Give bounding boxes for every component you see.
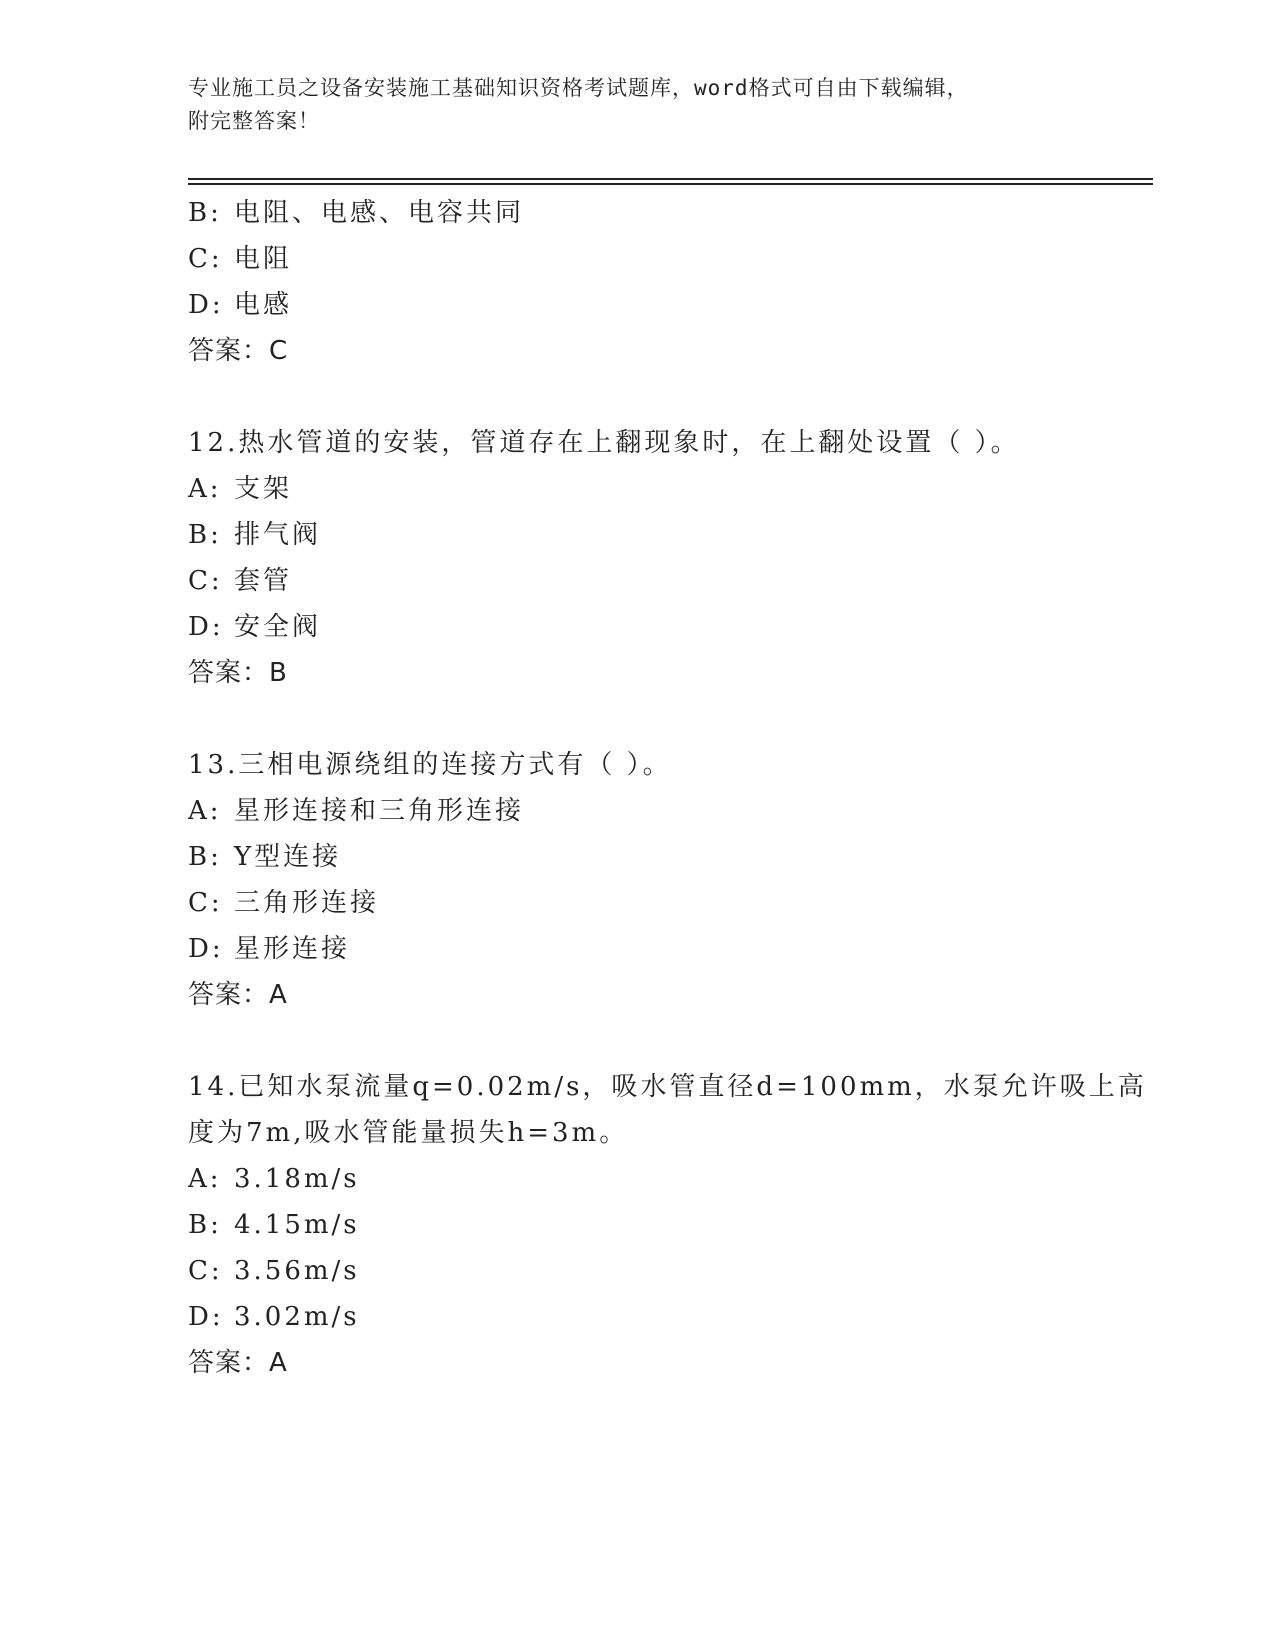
question-list <box>188 190 1147 1386</box>
answer-line: 答案：B <box>188 658 288 688</box>
question-13 <box>188 742 1088 1018</box>
option-b <box>188 834 1088 880</box>
question-stem: 12.热水管道的安装，管道存在上翻现象时，在上翻处设置（ ）。 <box>188 428 1020 458</box>
option-text: 套管 <box>234 566 293 596</box>
option-label: B: <box>188 520 222 550</box>
spacer <box>188 374 1088 420</box>
option-label: B: <box>188 1210 222 1240</box>
option-label: C: <box>188 1256 223 1286</box>
spacer <box>188 696 1088 742</box>
question-stem-line-2: 度为7m,吸水管能量损失h=3m。 <box>188 1118 629 1148</box>
option-text: 星形连接和三角形连接 <box>234 796 525 826</box>
question-12 <box>188 420 1088 696</box>
option-d <box>188 604 1088 650</box>
spacer <box>188 1018 1088 1064</box>
option-text: 支架 <box>234 474 293 504</box>
option-text: 3.02m/s <box>234 1302 360 1332</box>
option-text: 3.18m/s <box>234 1164 360 1194</box>
header-divider-top <box>188 178 1153 180</box>
header-divider-bottom <box>188 183 1153 185</box>
option-label: D: <box>188 290 224 320</box>
option-text: 电阻、电感、电容共同 <box>234 198 525 228</box>
option-d <box>188 1294 1088 1340</box>
option-a <box>188 1156 1088 1202</box>
option-text: Y型连接 <box>234 842 342 872</box>
option-label: B: <box>188 198 222 228</box>
question-stem-line-1: 14.已知水泵流量q=0.02m/s，吸水管直径d=100mm，水泵允许吸上高 <box>188 1072 1147 1102</box>
option-b <box>188 512 1088 558</box>
option-label: C: <box>188 566 223 596</box>
option-text: 星形连接 <box>234 934 351 964</box>
option-text: 三角形连接 <box>234 888 380 918</box>
option-c <box>188 558 1088 604</box>
option-label: C: <box>188 888 223 918</box>
option-text: 电阻 <box>234 244 293 274</box>
header-line-1: 专业施工员之设备安装施工基础知识资格考试题库，word格式可自由下载编辑， <box>188 76 969 100</box>
header-line-2: 附完整答案！ <box>188 109 320 133</box>
option-label: A: <box>188 474 222 504</box>
option-text: 3.56m/s <box>234 1256 360 1286</box>
option-label: D: <box>188 934 224 964</box>
option-label: A: <box>188 1164 222 1194</box>
option-b <box>188 1202 1088 1248</box>
option-label: C: <box>188 244 223 274</box>
answer-line: 答案：A <box>188 980 288 1010</box>
question-stem: 13.三相电源绕组的连接方式有（ ）。 <box>188 750 672 780</box>
question-14 <box>188 1064 1147 1386</box>
option-a <box>188 788 1088 834</box>
document-header <box>188 72 1158 138</box>
option-d <box>188 282 1088 328</box>
option-c <box>188 236 1088 282</box>
answer-line: 答案：A <box>188 1348 288 1378</box>
question-11-continuation <box>188 190 1088 374</box>
option-label: A: <box>188 796 222 826</box>
option-label: D: <box>188 612 224 642</box>
option-c <box>188 1248 1088 1294</box>
option-text: 电感 <box>234 290 293 320</box>
option-label: D: <box>188 1302 224 1332</box>
option-text: 4.15m/s <box>234 1210 360 1240</box>
answer-line: 答案：C <box>188 336 289 366</box>
option-label: B: <box>188 842 222 872</box>
option-d <box>188 926 1088 972</box>
option-c <box>188 880 1088 926</box>
option-a <box>188 466 1088 512</box>
option-b <box>188 190 1088 236</box>
option-text: 安全阀 <box>234 612 322 642</box>
option-text: 排气阀 <box>234 520 322 550</box>
